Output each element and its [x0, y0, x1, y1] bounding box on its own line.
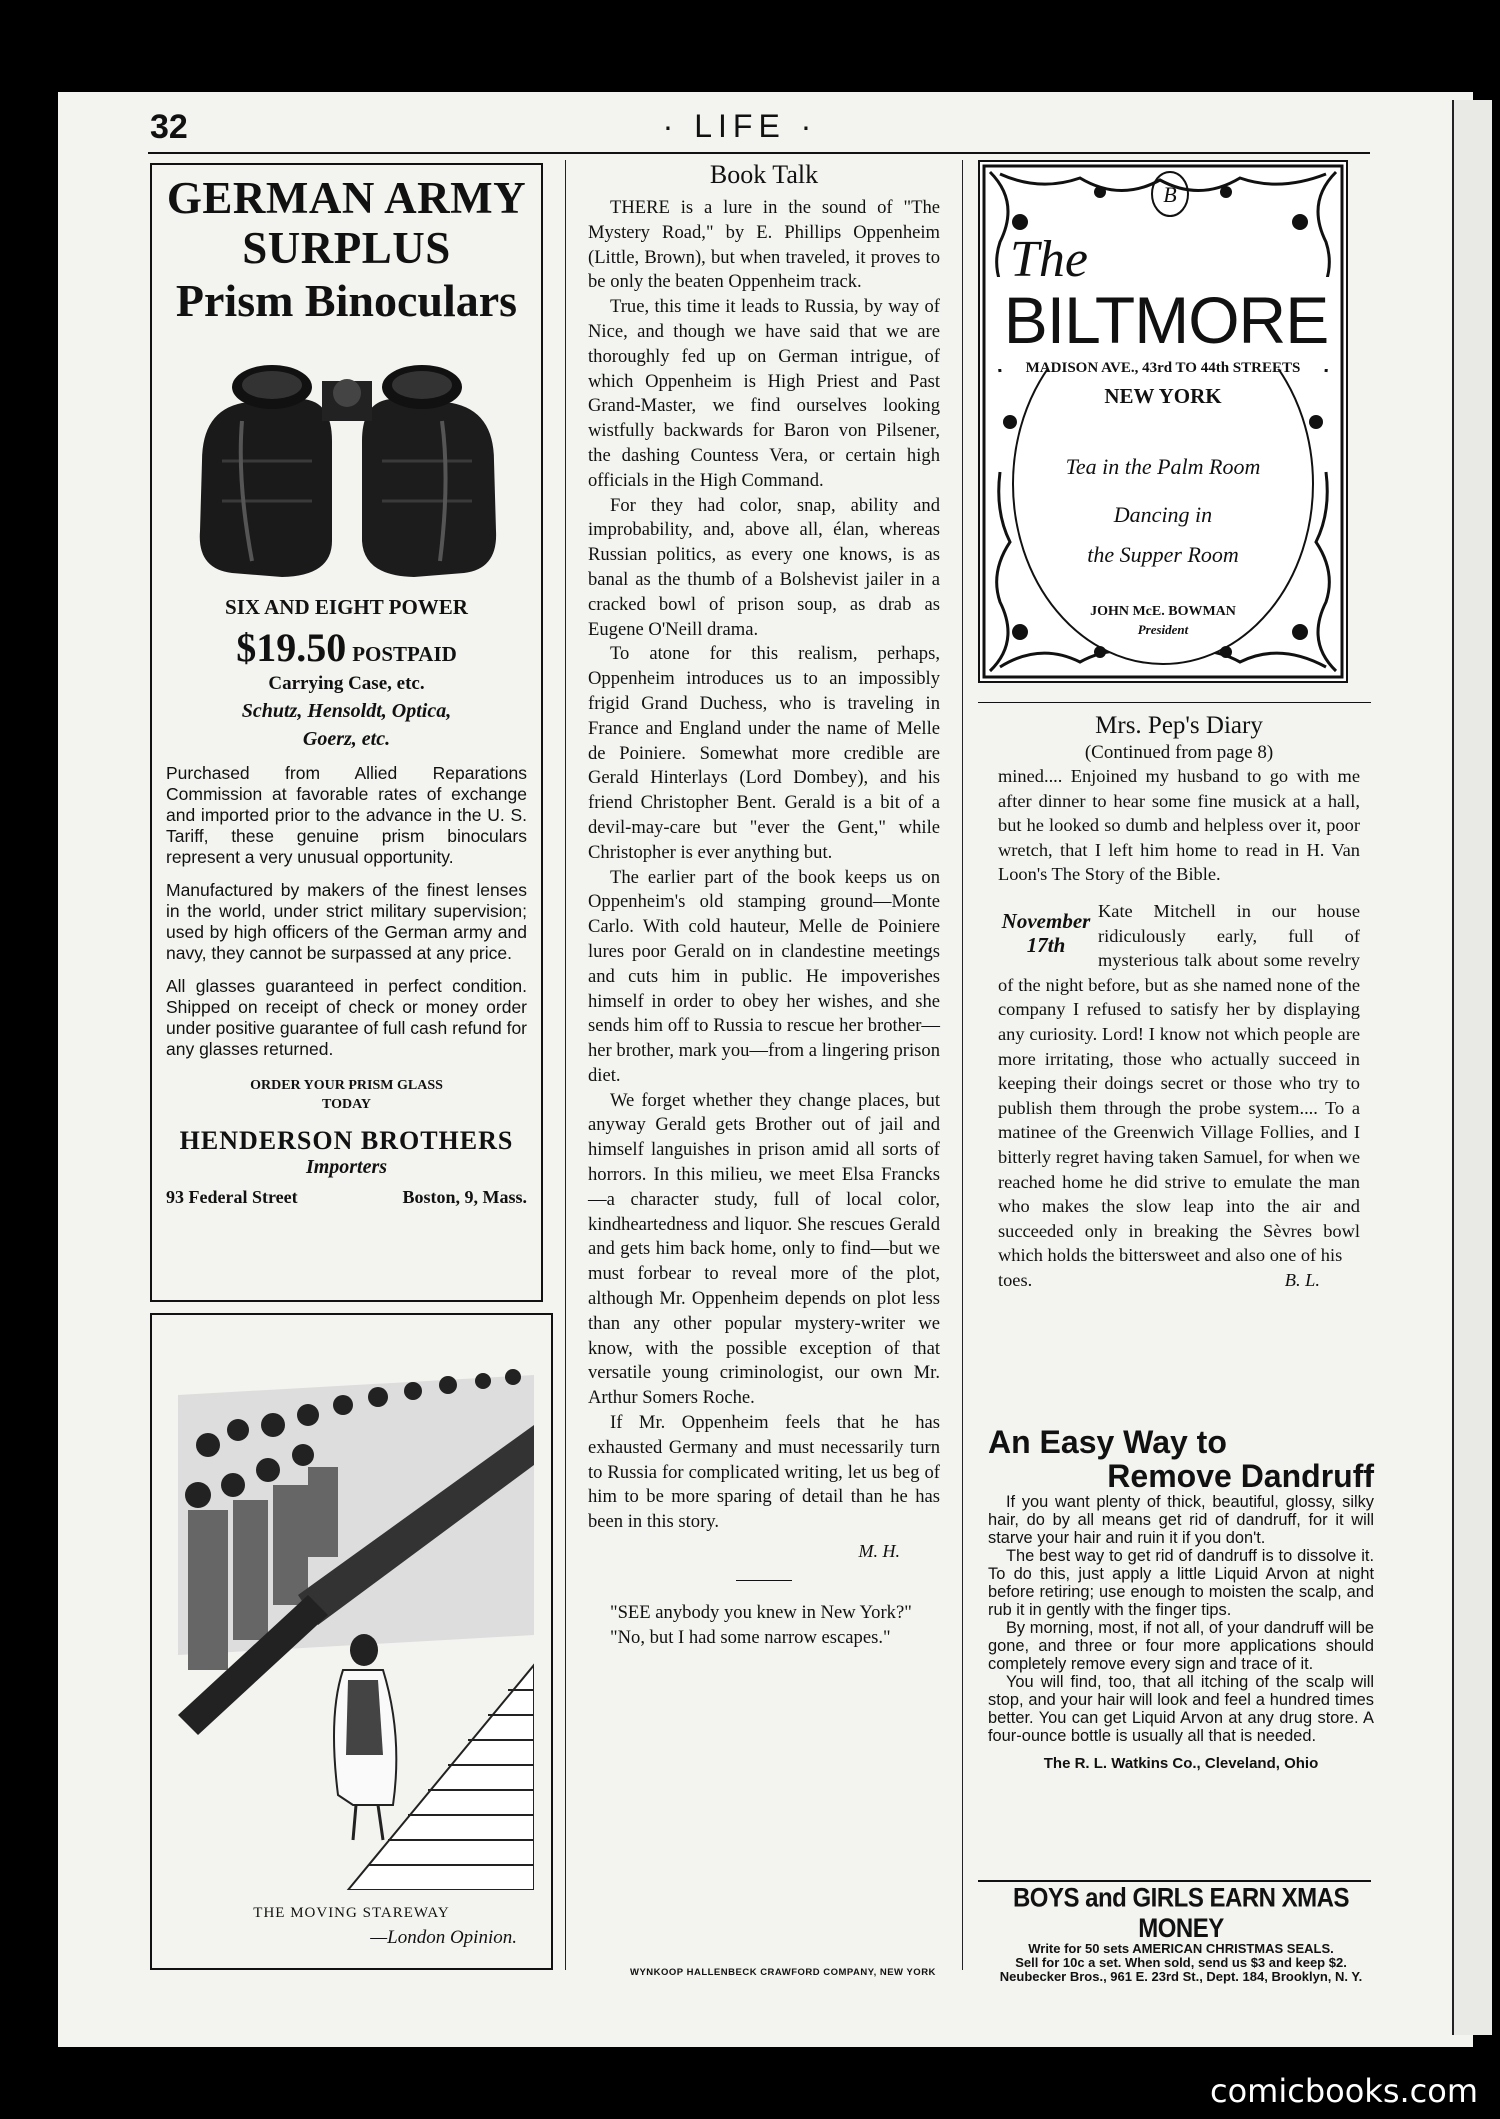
diary-signature: B. L.	[1284, 1269, 1320, 1290]
diary-paragraph-1: mined.... Enjoined my husband to go with me after dinner to hear some fine musick at a hall, but he looked so dumb and helpless over it, poor wretch, that I left him home to read in H. Van Loon's The Story of the Bible.	[998, 766, 1360, 885]
biltmore-name: BILTMORE	[1003, 283, 1329, 357]
dandruff-company: The R. L. Watkins Co., Cleveland, Ohio	[1043, 1755, 1319, 1772]
cartoon-caption: THE MOVING STAREWAY	[253, 1905, 450, 1921]
xmas-ad-rule	[978, 1880, 1371, 1882]
dandruff-paragraph-2: The best way to get rid of dandruff is to dissolve it. To do this, just apply a little Liquid Arvon at night before retiring; use enough to moisten the scalp, and rub it in gently with the finger tips.	[988, 1547, 1374, 1619]
brands-line-2: Goerz, etc.	[302, 728, 391, 750]
ad-paragraph-3: All glasses guaranteed in perfect condition. Shipped on receipt of check or money order under positive guarantee of full cash refund for any glasses returned.	[166, 976, 527, 1059]
printer-imprint: WYNKOOP HALLENBECK CRAWFORD COMPANY, NEW YORK	[630, 1967, 936, 1978]
article-paragraph: The earlier part of the book keeps us on Oppenheim's old stamping ground—Monte Carlo. With cold hauteur, Melle de Poiniere lures poor Gerald on in clandestine meetings and cuts him in public. He impoverishes himself in order to obey her wishes, and she sends him off to Russia to rescue her brother—her brother, mark you—from a lingering prison diet.	[588, 866, 940, 1086]
price-line	[166, 624, 527, 671]
xmas-line-1: Write for 50 sets AMERICAN CHRISTMAS SEALS.	[1028, 1941, 1334, 1956]
header-rule	[148, 152, 1370, 154]
cartoon-frame	[150, 1313, 553, 1970]
svg-text:B: B	[1163, 182, 1177, 207]
diary-date-month: November	[1001, 908, 1091, 933]
company-name: HENDERSON BROTHERS	[179, 1126, 514, 1155]
postpaid-label: POSTPAID	[352, 642, 457, 666]
joke-line-2: "No, but I had some narrow escapes."	[610, 1626, 891, 1648]
xmas-headline: BOYS and GIRLS EARN XMAS MONEY	[1012, 1883, 1350, 1944]
dandruff-headline	[988, 1425, 1374, 1493]
diary-date-day: 17th	[1026, 932, 1066, 957]
dandruff-paragraph-1: If you want plenty of thick, beautiful, glossy, silky hair, do by all means get rid of dandruff, for it will starve your hair and ruin it if you don't.	[988, 1493, 1374, 1547]
ad-paragraph-1: Purchased from Allied Reparations Commission at favorable rates of exchange and imported prior to the advance in the U. S. Tariff, these genuine prism binoculars represent a very unusual opportunity.	[166, 763, 527, 867]
city: Boston, 9, Mass.	[402, 1187, 527, 1207]
column-rule-left	[565, 160, 566, 1970]
binoculars-illustration	[182, 341, 512, 581]
escalator-cartoon-illustration	[178, 1335, 534, 1890]
diary-signoff	[998, 1268, 1360, 1293]
dandruff-headline-2: Remove Dandruff	[1107, 1458, 1374, 1494]
order-line-1: ORDER YOUR PRISM GLASS	[250, 1078, 443, 1093]
right-column-rule	[978, 702, 1371, 703]
article-paragraph: True, this time it leads to Russia, by way of Nice, and though we have said that we are thoroughly fed up on German intrigue, of which Oppenheim is High Priest and Past Grand-Master, we find ourselves looking wistfully backwards for Baron von Pilsener, the dashing Countess Vera, or certain high officials in the High Command.	[588, 296, 940, 491]
price: $19.50	[236, 625, 347, 670]
order-line-2: TODAY	[321, 1097, 372, 1112]
joke-line-1: "SEE anybody you knew in New York?"	[610, 1602, 912, 1624]
page-number: 32	[150, 108, 188, 146]
diary-last-word: toes.	[998, 1269, 1033, 1290]
column-rule-right	[962, 160, 963, 1970]
dandruff-advertisement	[988, 1425, 1374, 1772]
xmas-money-advertisement	[988, 1883, 1374, 1984]
watermark: comicbooks.com	[1210, 2072, 1479, 2110]
cartoon-credit: —London Opinion.	[370, 1927, 517, 1948]
dandruff-paragraph-3: By morning, most, if not all, of your dandruff will be gone, and three or four more applications should completely remove every sign and trace of it.	[988, 1619, 1374, 1673]
article-paragraph: We forget whether they change places, but anyway Gerald gets Brother out of jail and himself languishes in prison amid all sorts of horrors. In this milieu, we meet Elsa Francks—a character study, full of local color, kindheartedness and liquor. She rescues Gerald and gets him back home, only to find—but we must forbear to reveal more of the plot, although Mr. Oppenheim depends on plot less than any other popular mystery-writer we know, with the possible exception of that versatile young criminologist, our own Mr. Arthur Somers Roche.	[588, 1089, 940, 1409]
article-paragraph: For they had color, snap, ability and improbability, and, above all, élan, whereas Russian politics, as every one knows, is as banal as the thumb of a Bolshevist jailer in a cracked bowl of prison soup, as drab as Eugene O'Neill drama.	[588, 494, 940, 640]
biltmore-dancing-2: the Supper Room	[1087, 542, 1239, 567]
biltmore-advertisement	[978, 160, 1348, 683]
ad-paragraph-2: Manufactured by makers of the finest lenses in the world, under strict military supervision; used by high officers of the German army and navy, they cannot be surpassed at any price.	[166, 880, 527, 963]
article-paragraph: If Mr. Oppenheim feels that he has exhausted Germany and must necessarily turn to Russia for complicated writing, let us beg of him to be more sparing of detail than he has been in this story.	[588, 1412, 940, 1533]
section-divider	[736, 1580, 792, 1581]
ad-headline-3: Prism Binoculars	[175, 275, 518, 326]
diary-date	[998, 909, 1094, 957]
page-header	[90, 108, 1390, 152]
biltmore-dancing-1: Dancing in	[1113, 502, 1213, 527]
carrying-case: Carrying Case, etc.	[268, 673, 425, 694]
dandruff-paragraph-4: You will find, too, that all itching of the scalp will stop, and your hair will look and feel a hundred times better. You can get Liquid Arvon at any drug store. A four-ounce bottle is usually all that is needed.	[988, 1673, 1374, 1745]
xmas-line-2: Sell for 10c a set. When sold, send us $3 and keep $2.	[1015, 1955, 1347, 1970]
diary-continued: (Continued from page 8)	[1084, 742, 1274, 763]
biltmore-manager: JOHN McE. BOWMAN	[1090, 604, 1236, 619]
diary-title: Mrs. Pep's Diary	[1095, 712, 1263, 739]
biltmore-manager-title: President	[1137, 622, 1189, 637]
article-title: Book Talk	[709, 160, 819, 189]
next-page-edge	[1452, 100, 1492, 2035]
ad-headline-1: GERMAN ARMY	[166, 173, 527, 223]
biltmore-monogram-icon	[1150, 170, 1190, 218]
book-talk-article	[588, 160, 940, 1651]
article-paragraph: To atone for this realism, perhaps, Oppenheim introduces us to an impossibly frigid Grand Duchess, who is traveling in France and England under the name of Melle de Poiniere. Somewhat more credible are Gerald Hinterlays (Lord Dombey), and his friend Christopher Bent. Gerald is a bit of a devil-may-care but "ever the Gent," while Christopher is ever anything but.	[588, 643, 940, 863]
mrs-peps-diary	[998, 712, 1360, 1292]
power-spec: SIX AND EIGHT POWER	[225, 595, 468, 619]
dandruff-headline-1: An Easy Way to	[988, 1424, 1227, 1460]
joke	[588, 1601, 940, 1651]
ad-headline-2: SURPLUS	[242, 223, 451, 273]
article-signature: M. H.	[858, 1541, 900, 1562]
diary-paragraph-2: Kate Mitchell in our house ridiculously early, full of mysterious talk about some revelry of the night before, but as she named none of the company I refused to satisfy her by displaying any curiosity. Lord! I know not which people are more irritating, those who actually succeed in keeping their doings secret or those who try to publish them through the probe system.... To a matinee of the Greenwich Village Follies, and I bitterly regret having taken Samuel, for when we reached home he did strive to emulate the man who makes the slow leap into the air and succeeded only in breaking the Sèvres bowl which holds the bittersweet and also one of his	[998, 900, 1360, 1266]
brands-line-1: Schutz, Hensoldt, Optica,	[241, 700, 452, 722]
biltmore-address: MADISON AVE., 43rd TO 44th STREETS	[1025, 360, 1301, 376]
biltmore-tea: Tea in the Palm Room	[1065, 454, 1261, 479]
xmas-line-3: Neubecker Bros., 961 E. 23rd St., Dept. 184, Brooklyn, N. Y.	[999, 1969, 1363, 1984]
biltmore-city: NEW YORK	[1104, 384, 1222, 408]
street: 93 Federal Street	[166, 1187, 298, 1207]
binocular-advertisement	[150, 163, 543, 1302]
company-address	[166, 1187, 527, 1208]
importers-label: Importers	[305, 1156, 388, 1178]
biltmore-the: The	[1010, 231, 1088, 288]
diary-entry	[998, 899, 1360, 1268]
magazine-title: · LIFE ·	[662, 108, 818, 144]
article-paragraph: THERE is a lure in the sound of "The Mystery Road," by E. Phillips Oppenheim (Little, Brown), but when traveled, it proves to be only the beaten Oppenheim track.	[588, 197, 940, 293]
